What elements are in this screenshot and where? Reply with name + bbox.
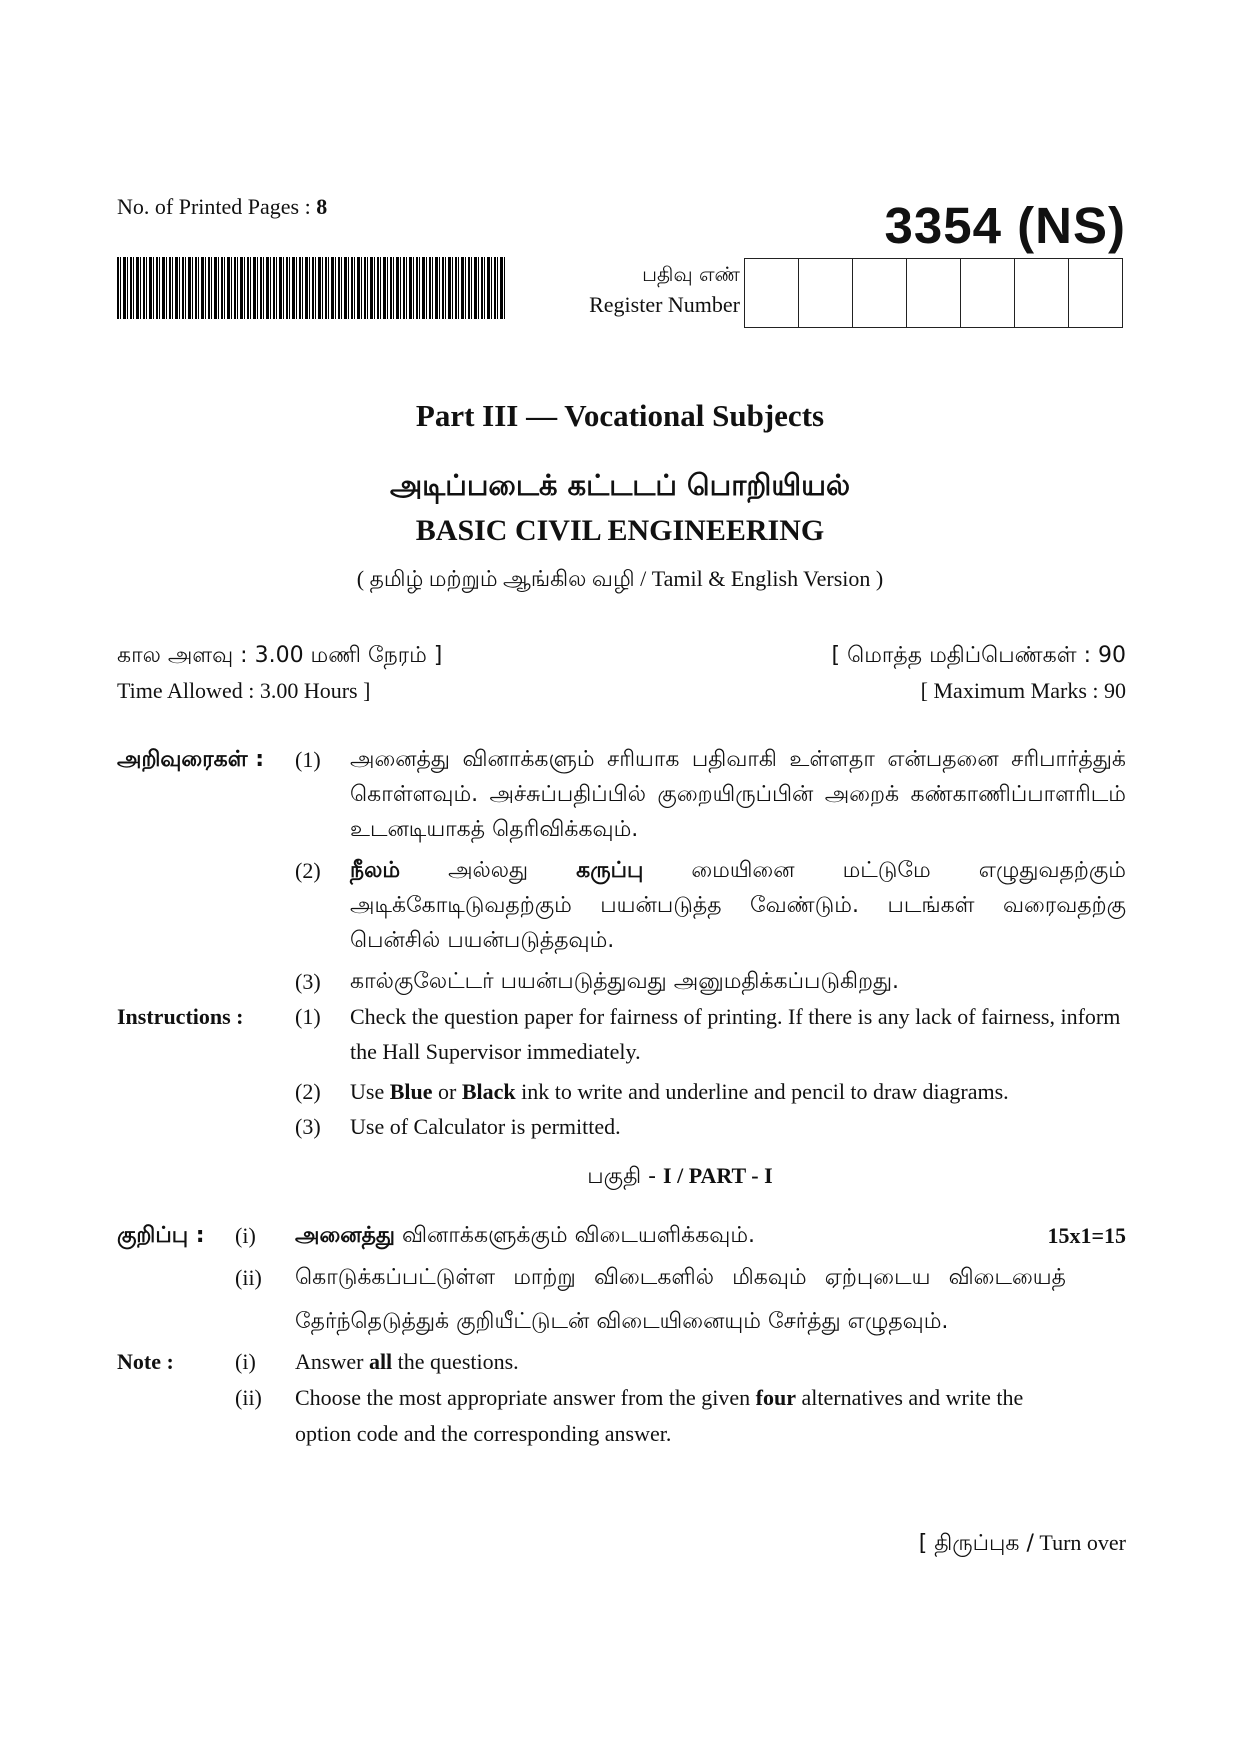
note-label-tamil: குறிப்பு :	[117, 1223, 205, 1248]
note-label-english: Note :	[117, 1349, 174, 1374]
note-english-2	[117, 1380, 1126, 1452]
note-text: அனைத்து வினாக்களுக்கும் விடையளிக்கவும்.	[295, 1223, 756, 1248]
instruction-number: (1)	[295, 1004, 321, 1029]
time-allowed-tamil: கால அளவு : 3.00 மணி நேரம் ]	[117, 643, 443, 668]
instruction-tamil-1	[117, 742, 1126, 847]
register-digit-box[interactable]	[853, 259, 907, 327]
part-heading-english: I / PART - I	[663, 1163, 773, 1188]
part-heading-tamil: பகுதி -	[587, 1164, 664, 1189]
subject-title-english: BASIC CIVIL ENGINEERING	[415, 514, 825, 547]
register-label-english: Register Number	[589, 292, 740, 317]
note-tamil-1	[117, 1218, 1126, 1254]
note-number: (i)	[235, 1349, 256, 1374]
subject-title-tamil: அடிப்படைக் கட்டடப் பொறியியல்	[389, 468, 851, 502]
note-text: கொடுக்கப்பட்டுள்ள மாற்று விடைகளில் மிகவும் ஏற்புடைய விடையைத் தேர்ந்தெடுத்துக் குறியீட்டுடன் விடையினையும் சேர்த்து எழுதவும்.	[295, 1265, 1066, 1334]
instruction-number: (2)	[295, 1079, 321, 1104]
register-digit-box[interactable]	[907, 259, 961, 327]
paper-code: 3354 (NS)	[884, 197, 1126, 254]
instruction-english-2	[117, 1074, 1126, 1109]
register-number-boxes[interactable]	[744, 258, 1123, 328]
max-marks-english: [ Maximum Marks : 90	[920, 678, 1126, 703]
register-digit-box[interactable]	[1069, 259, 1122, 327]
instruction-text: அனைத்து வினாக்களும் சரியாக பதிவாகி உள்ளதா என்பதனை சரிபார்த்துக் கொள்ளவும். அச்சுப்பதிப்பில் குறையிருப்பின் அறைக் கண்காணிப்பாளரிடம் உடனடியாகத் தெரிவிக்கவும்.	[350, 747, 1126, 842]
printed-pages	[117, 194, 327, 220]
max-marks-tamil: [ மொத்த மதிப்பெண்கள் : 90	[831, 643, 1126, 668]
instructions-label-english: Instructions :	[117, 1004, 244, 1029]
instruction-number: (3)	[295, 969, 321, 994]
instruction-text: கால்குலேட்டர் பயன்படுத்துவது அனுமதிக்கப்படுகிறது.	[350, 969, 900, 994]
instructions-label-tamil: அறிவுரைகள் :	[117, 747, 264, 772]
register-label-tamil: பதிவு எண்	[642, 262, 740, 286]
bold-black: Black	[461, 1079, 516, 1104]
instruction-tamil-2	[117, 853, 1126, 958]
bold-blue-tamil: நீலம்	[350, 858, 401, 883]
bold-blue: Blue	[389, 1079, 433, 1104]
bold-black-tamil: கருப்பு	[576, 858, 644, 883]
instruction-english-1	[117, 999, 1126, 1069]
note-text: Answer all the questions.	[295, 1349, 519, 1374]
note-block	[117, 1218, 1126, 1452]
instruction-english-3	[117, 1109, 1126, 1144]
turn-over-tamil: [ திருப்புக /	[918, 1531, 1034, 1556]
note-number: (i)	[235, 1223, 256, 1248]
turn-over-english: Turn over	[1033, 1530, 1126, 1555]
note-english-1	[117, 1344, 1126, 1380]
register-digit-box[interactable]	[961, 259, 1015, 327]
instruction-tamil-3	[117, 964, 1126, 999]
time-allowed-english: Time Allowed : 3.00 Hours ]	[117, 678, 371, 703]
instruction-text: Check the question paper for fairness of printing. If there is any lack of fairness, inform the Hall Supervisor immediately.	[350, 1004, 1121, 1064]
note-number: (ii)	[235, 1385, 262, 1410]
note-text: Choose the most appropriate answer from the given four alternatives and write the option code and the corresponding answer.	[295, 1385, 1024, 1446]
instruction-number: (2)	[295, 858, 321, 883]
printed-pages-label: No. of Printed Pages :	[117, 194, 311, 219]
version-line: ( தமிழ் மற்றும் ஆங்கில வழி / Tamil & English Version )	[356, 566, 884, 591]
note-tamil-2	[117, 1256, 1126, 1344]
marks-allocation: 15x1=15	[1047, 1223, 1126, 1248]
instruction-text: நீலம் அல்லது கருப்பு மையினை மட்டுமே எழுதுவதற்கும் அடிக்கோடிடுவதற்கும் பயன்படுத்த வேண்டும். படங்கள் வரைவதற்கு பென்சில் பயன்படுத்தவும்.	[350, 858, 1126, 953]
part-heading	[60, 1163, 1240, 1192]
part-title: Part III — Vocational Subjects	[415, 398, 825, 433]
instruction-text: Use Blue or Black ink to write and underline and pencil to draw diagrams.	[350, 1079, 1009, 1104]
note-number: (ii)	[235, 1265, 262, 1290]
instructions-block	[117, 742, 1126, 1144]
instruction-text: Use of Calculator is permitted.	[350, 1114, 621, 1139]
register-digit-box[interactable]	[799, 259, 853, 327]
barcode-image	[117, 257, 507, 319]
instruction-number: (3)	[295, 1114, 321, 1139]
register-digit-box[interactable]	[745, 259, 799, 327]
turn-over	[919, 1530, 1126, 1559]
printed-pages-value: 8	[316, 194, 328, 219]
register-digit-box[interactable]	[1015, 259, 1069, 327]
instruction-number: (1)	[295, 747, 321, 772]
